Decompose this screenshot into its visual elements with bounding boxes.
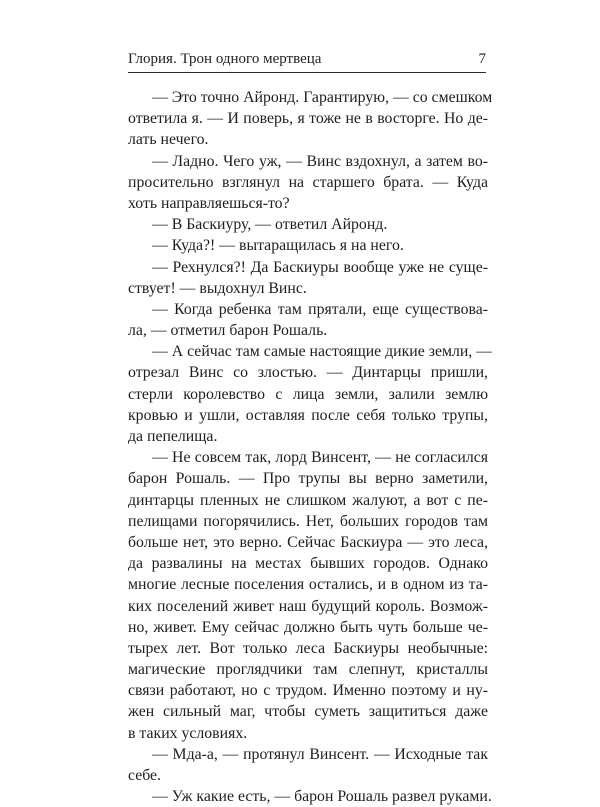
text-line: в таких условиях. [128,724,248,742]
text-line: жен сильный маг, чтобы суметь защититься даже [128,703,488,721]
running-title: Глория. Трон одного мертвеца [128,51,322,67]
text-body [128,87,493,807]
page-number: 7 [478,51,486,67]
text-line: да развалины на местах бывших городов. Однако [128,555,488,573]
header-rule [128,72,486,73]
text-line: ответила я. — И поверь, я тоже не в восторге. Но де- [128,110,488,128]
running-head [128,49,486,69]
text-line: динтарцы пленных не слишком жалуют, а вот с пе- [128,491,488,509]
text-line: да пепелища. [128,428,218,445]
text-line: хоть направляешься-то? [128,194,290,212]
text-line: ла, — отметил барон Рошаль. [128,322,328,340]
text-line: — А сейчас там самые настоящие дикие земли, — [152,343,493,361]
text-line: магические проглядчики там слепнут, кристаллы [128,661,488,679]
text-line: — Куда?! — вытаращилась я на него. [152,237,404,255]
text-line: — Когда ребенка там прятали, еще существова- [152,300,488,318]
text-line: отрезал Винс со злостью. — Динтарцы пришли, [128,364,488,382]
text-line: но, живет. Ему сейчас должно быть чуть больше че- [128,618,488,636]
text-line: ствует! — выдохнул Винс. [128,279,307,297]
text-line: — В Баскиуру, — ответил Айронд. [152,216,388,234]
text-line: — Уж какие есть, — барон Рошаль развел руками. [152,788,492,806]
text-line: тырех лет. Вот только леса Баскиуры необычные: [128,639,488,657]
text-line: барон Рошаль. — Про трупы вы верно заметили, [128,470,488,488]
text-line: многие лесные поселения остались, и в одном из та- [128,576,488,594]
text-line: связи работают, но с трудом. Именно поэтому и ну- [128,682,488,700]
text-line: — Ладно. Чего уж, — Винс вздохнул, а затем во- [152,152,488,170]
text-line: просительно взглянул на старшего брата. — Куда [128,173,488,191]
text-line: кровью и ушли, оставляя после себя только трупы, [128,406,488,424]
text-line: ких поселений живет наш будущий король. Возмож- [128,597,488,615]
text-line: лать нечего. [128,131,209,149]
text-line: — Рехнулся?! Да Баскиуры вообще уже не суще- [152,258,488,276]
text-line: пелищами погорячились. Нет, больших городов там [128,512,488,530]
text-line: — Это точно Айронд. Гарантирую, — со смешком [152,89,493,106]
text-line: стерли королевство с лица земли, залили землю [128,385,488,403]
text-line: — Мда-а, — протянул Винсент. — Исходные так [152,745,488,763]
text-line: — Не совсем так, лорд Винсент, — не согласился [152,449,488,467]
text-line: больше нет, это верно. Сейчас Баскиура — это леса, [128,533,488,551]
text-line: себе. [128,767,162,784]
